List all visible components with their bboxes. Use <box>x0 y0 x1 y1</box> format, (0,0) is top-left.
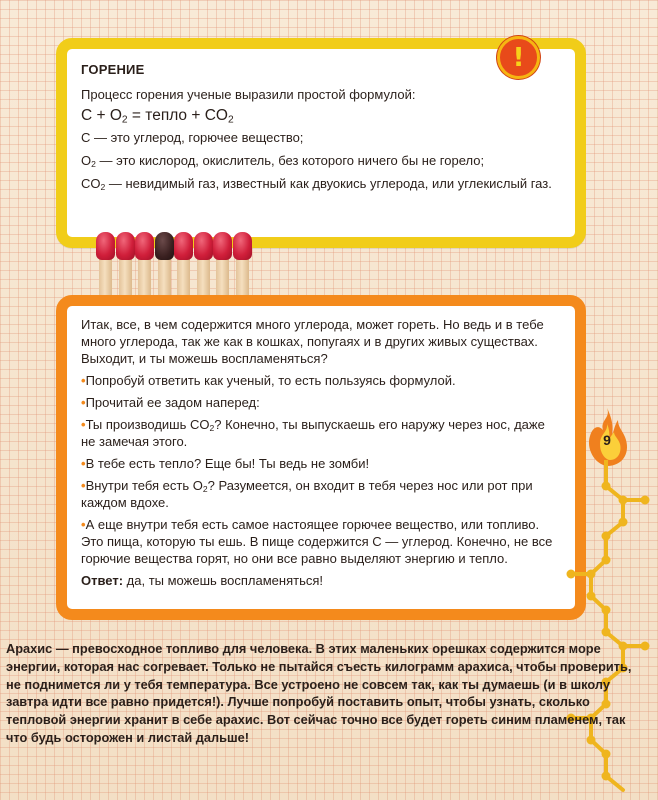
match-stick <box>213 232 232 304</box>
list-item: •Попробуй ответить как ученый, то есть пользуясь формулой. <box>81 373 456 388</box>
match-stick <box>116 232 135 304</box>
list-item: •Прочитай ее задом наперед: <box>81 395 260 410</box>
match-stick <box>194 232 213 304</box>
list-item: •В тебе есть тепло? Еще бы! Ты ведь не зомби! <box>81 456 370 471</box>
exclamation-icon: ! <box>497 36 540 79</box>
answer-line: Ответ: да, ты можешь воспламеняться! <box>81 573 323 588</box>
oxygen-definition: $O_2$ — это кислород, окислитель, без которого ничего бы не горело; <box>81 153 485 170</box>
list-item: •А еще внутри тебя есть самое настоящее горючее вещество, или топливо. Это пища, которую ты ешь. В пище содержится C — углерод. Конечно, не все горючие вещества горят, но они все равно выделяют энергию и тепло. <box>81 517 553 566</box>
question-box <box>56 295 586 620</box>
match-stick <box>174 232 193 304</box>
list-item: •Ты производишь $CO_2$? Конечно, ты выпускаешь его наружу через нос, даже не замечая этого. <box>81 417 545 449</box>
match-stick <box>135 232 154 304</box>
molecule-chain-decoration <box>555 460 658 800</box>
combustion-formula: $C + O_2$ = тепло + $CO_2$ <box>81 107 234 126</box>
question-intro: Итак, все, в чем содержится много углерода, может гореть. Но ведь и в тебе много углерода, так же как в кошках, попугаях и в других живых существах. Выходит, и ты можешь воспламеняться? <box>81 317 544 366</box>
box-title: ГОРЕНИЕ <box>81 62 145 77</box>
bottom-paragraph: Арахис — превосходное топливо для человека. В этих маленьких орешках содержится море энергии, которая нас согревает. Только не пытайся съесть килограмм арахиса, чтобы проверить, не поднимется ли у тебя температура. Все устроено не совсем так, как ты думаешь (и в школу завтра идти все равно придется!). Лучше попробуй поставить опыт, чтобы узнать, сколько тепловой энергии хранит в себе арахис. Вот сейчас точно все будет гореть синим пламенем, так что будь осторожен и листай дальше! <box>6 641 632 745</box>
page-number: 9 <box>603 432 611 448</box>
matches-illustration <box>96 232 266 304</box>
co2-definition: $CO_2$ — невидимый газ, известный как двуокись углерода, или углекислый газ. <box>81 176 552 193</box>
match-stick <box>96 232 115 304</box>
carbon-definition: C — это углерод, горючее вещество; <box>81 130 304 145</box>
list-item: •Внутри тебя есть $O_2$? Разумеется, он входит в тебя через нос или рот при каждом вдохе. <box>81 478 533 510</box>
match-stick <box>233 232 252 304</box>
formula-intro: Процесс горения ученые выразили простой формулой: <box>81 87 416 102</box>
match-stick <box>155 232 174 304</box>
